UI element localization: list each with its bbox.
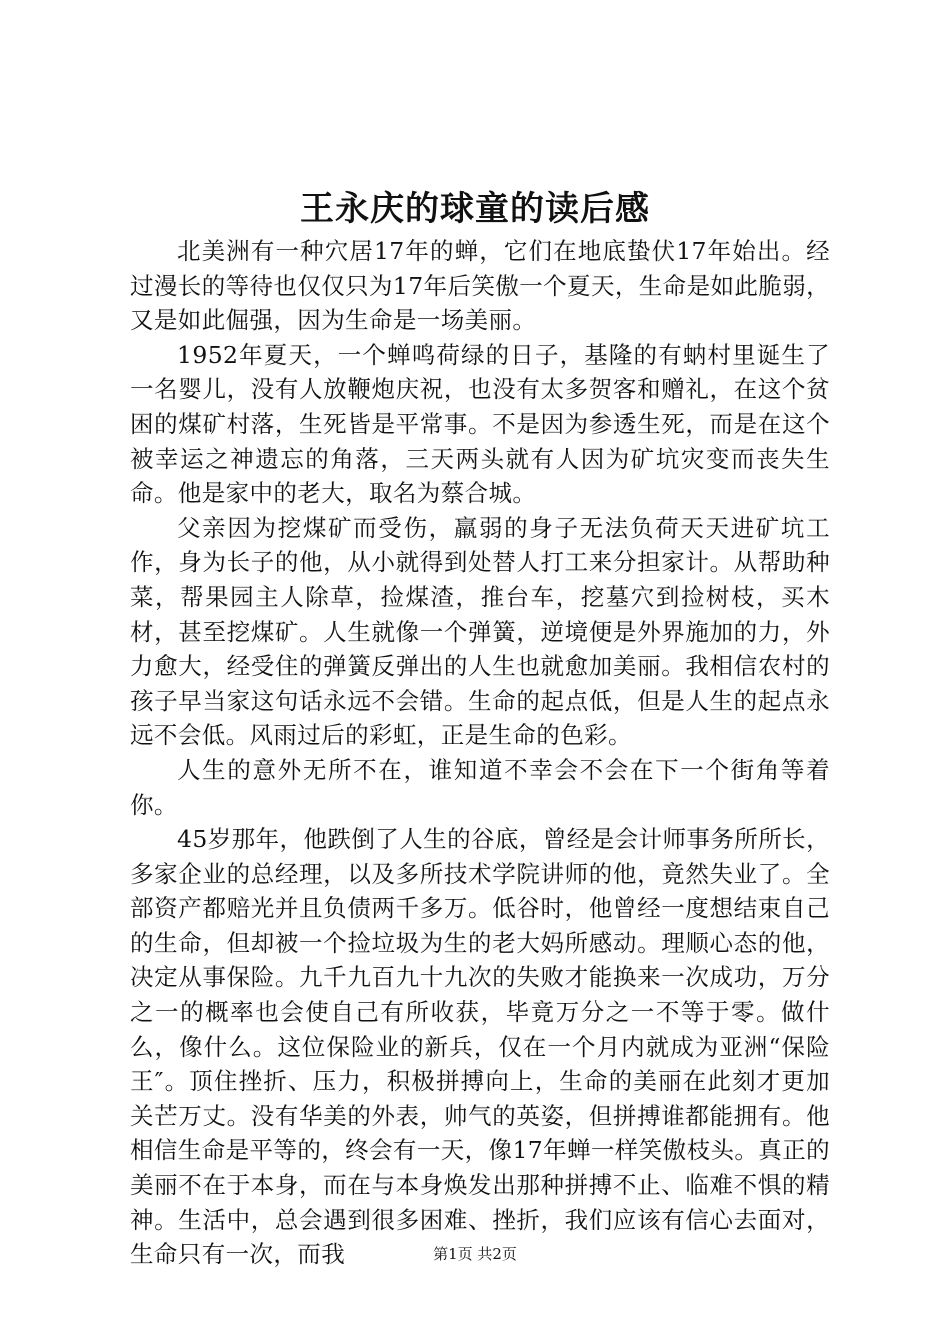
paragraph: 父亲因为挖煤矿而受伤，羸弱的身子无法负荷天天进矿坑工作，身为长子的他，从小就得到处替人打工来分担家计。从帮助种菜，帮果园主人除草，捡煤渣，推台车，挖墓穴到捡树枝，买木材，甚至挖煤矿。人生就像一个弹簧，逆境便是外界施加的力，外力愈大，经受住的弹簧反弹出的人生也就愈加美丽。我相信农村的孩子早当家这句话永远不会错。生命的起点低，但是人生的起点永远不会低。风雨过后的彩虹，正是生命的色彩。 [130, 513, 830, 750]
paragraph: 45岁那年，他跌倒了人生的谷底，曾经是会计师事务所所长，多家企业的总经理，以及多所技术学院讲师的他，竟然失业了。全部资产都赔光并且负债两千多万。低谷时，他曾经一度想结束自己的生命，但却被一个捡垃圾为生的老大妈所感动。理顺心态的他，决定从事保险。九千九百九十九次的失败才能换来一次成功，万分之一的概率也会使自己有所收获，毕竟万分之一不等于零。做什么，像什么。这位保险业的新兵，仅在一个月内就成为亚洲“保险王″。顶住挫折、压力，积极拼搏向上，生命的美丽在此刻才更加关芒万丈。没有华美的外表，帅气的英姿，但拼搏谁都能拥有。他相信生命是平等的，终会有一天，像17年蝉一样笑傲枝头。真正的美丽不在于本身，而在与本身焕发出那种拼搏不止、临难不惧的精神。生活中，总会遇到很多困难、挫折，我们应该有信心去面对，生命只有一次，而我 [130, 825, 830, 1269]
page-number: 第1页 共2页 [433, 1245, 517, 1263]
paragraph: 1952年夏天，一个蝉鸣荷绿的日子，基隆的有蚋村里诞生了一名婴儿，没有人放鞭炮庆祝，也没有太多贺客和赠礼，在这个贫困的煤矿村落，生死皆是平常事。不是因为参透生死，而是在这个被幸运之神遗忘的角落，三天两头就有人因为矿坑灾变而丧失生命。他是家中的老大，取名为蔡合城。 [130, 340, 830, 508]
document-body [130, 234, 830, 1272]
page-title: 王永庆的球童的读后感 [300, 189, 650, 229]
paragraph: 人生的意外无所不在，谁知道不幸会不会在下一个街角等着你。 [130, 755, 830, 819]
paragraph: 北美洲有一种穴居17年的蝉，它们在地底蛰伏17年始出。经过漫长的等待也仅仅只为17年后笑傲一个夏天，生命是如此脆弱，又是如此倔强，因为生命是一场美丽。 [130, 237, 830, 335]
